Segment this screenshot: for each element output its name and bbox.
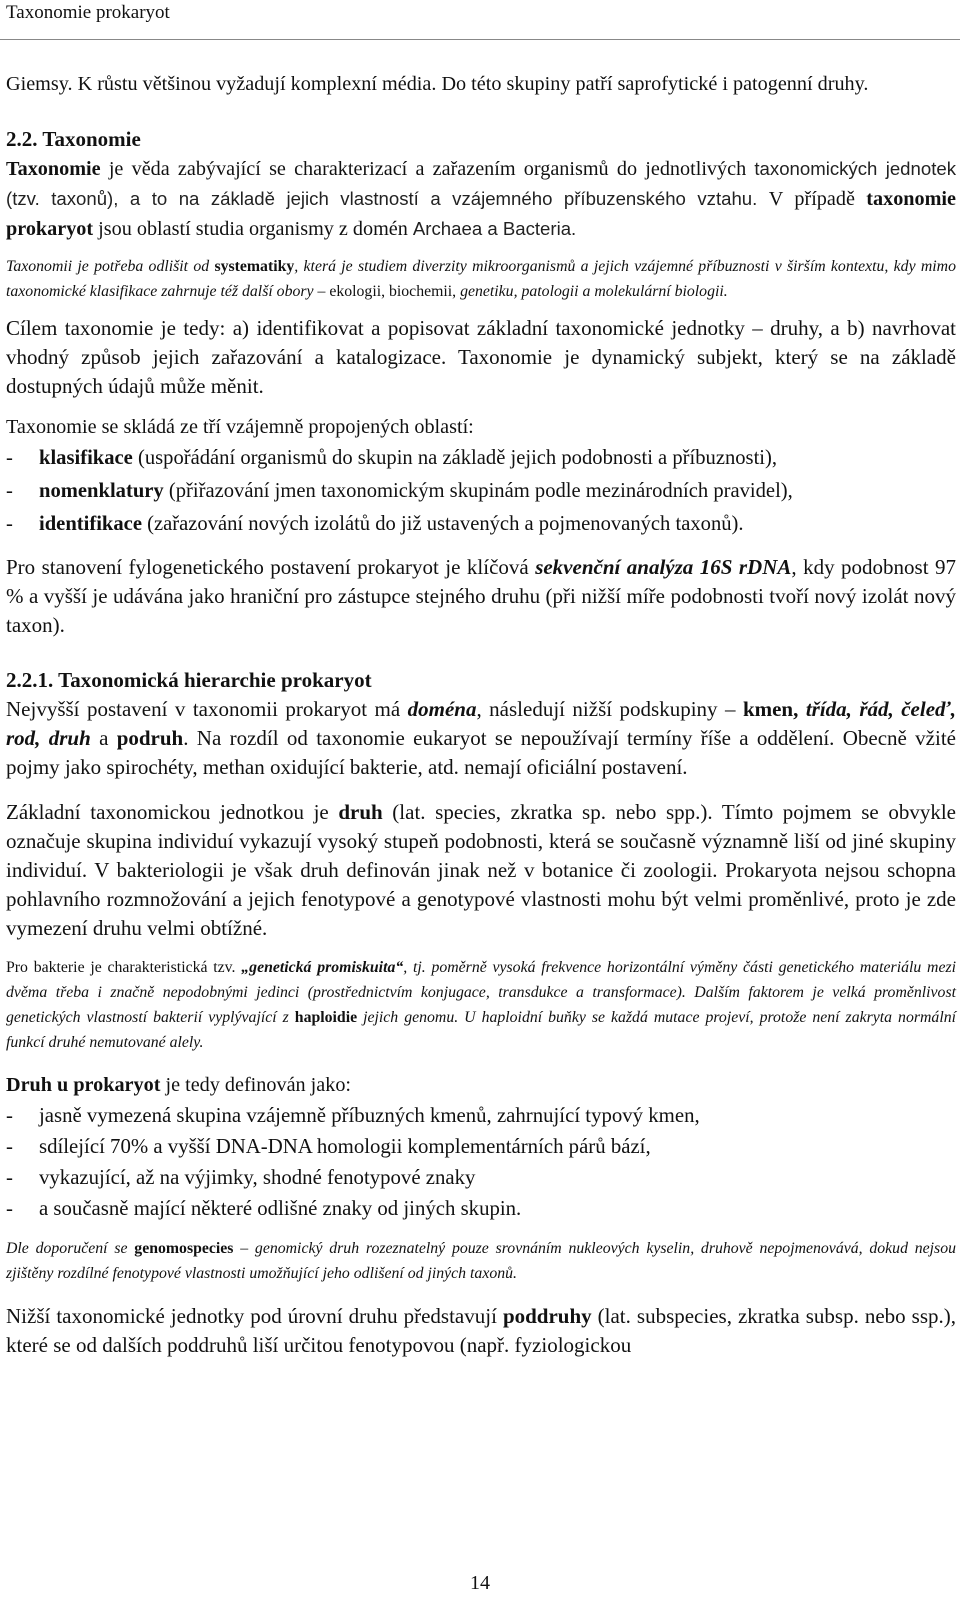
term-taxonomie: Taxonomie (6, 158, 101, 180)
term-16s-rdna: sekvenční analýza 16S rDNA (535, 555, 792, 579)
list-item: - klasifikace (uspořádání organismů do skupin na základě jejich podobnosti a příbuznosti), (6, 447, 778, 469)
species-criteria-list (6, 1100, 956, 1224)
page-number: 14 (470, 1572, 490, 1594)
areas-list (6, 442, 956, 541)
goal-paragraph: Cílem taxonomie je tedy: a) identifikovat a popisovat základní taxonomické jednotky – druhy, a b) navrhovat vhodný způsob jejich zařazování a katalogizace. Taxonomie je dynamický subjekt, který se na základě dostupných údajů může měnit. (6, 316, 956, 398)
list-item: - vykazující, až na výjimky, shodné fenotypové znaky (6, 1166, 476, 1189)
intro-paragraph: Giemsy. K růstu většinou vyžadují komplexní média. Do této skupiny patří saprofytické i patogenní druhy. (6, 73, 869, 95)
taxonomy-definition-paragraph: Taxonomie je věda zabývající se charakterizací a zařazením organismů do jednotlivých taxonomických jednotek (tzv. taxonů), a to na základě jejich vlastností a vzájemného příbuzenského vztahu. V případě taxonomie prokaryot jsou oblastí studia organismy z domén Archaea a Bacteria. (6, 158, 956, 240)
list-item: - sdílející 70% a vyšší DNA-DNA homologii komplementárních párů bází, (6, 1135, 651, 1158)
list-item: - nomenklatury (přiřazování jmen taxonomickým skupinám podle mezinárodních pravidel), (6, 480, 793, 502)
list-item: - jasně vymezená skupina vzájemně příbuzných kmenů, zahrnující typový kmen, (6, 1104, 700, 1127)
phylogeny-paragraph: Pro stanovení fylogenetického postavení prokaryot je klíčová sekvenční analýza 16S rDNA, kdy podobnost 97 % a vyšší je udávána jako hraniční pro zástupce stejného druhu (při nižší míře podobnosti tvoří nový izolát nový taxon). (6, 555, 956, 637)
running-header: Taxonomie prokaryot (6, 2, 170, 23)
species-paragraph: Základní taxonomickou jednotkou je druh (lat. species, zkratka sp. nebo spp.). Tímto pojmem se obvykle označuje skupina individuí vykazují vysoký stupeň podobnosti, která se současně významně liší od jiné skupiny individuí. V bakteriologii je však druh definován jinak než v botanice či zoologii. Prokaryota nejsou schopna pohlavního rozmnožování a jejich fenotypové a genotypové vlastnosti mohu být velmi proměnlivé, proto je zde vymezení druhu velmi obtížné. (6, 800, 956, 940)
hierarchy-paragraph: Nejvyšší postavení v taxonomii prokaryot má doména, následují nižší podskupiny – kmen, třída, řád, čeleď, rod, druh a podruh. Na rozdíl od taxonomie eukaryot se nepoužívají termíny říše a oddělení. Obecně vžité pojmy jako spirochéty, methan oxidující bakterie, atd. nemají oficiální postavení. (6, 697, 956, 779)
list-item: - identifikace (zařazování nových izolátů do již ustavených a pojmenovaných taxonů). (6, 513, 744, 535)
subspecies-paragraph: Nižší taxonomické jednotky pod úrovní druhu představují poddruhy (lat. subspecies, zkratka subsp. nebo ssp.), které se od dalších poddruhů liší určitou fenotypovou (např. fyziologickou (6, 1304, 957, 1357)
areas-intro-paragraph: Taxonomie se skládá ze tří vzájemně propojených oblastí: (6, 416, 474, 438)
term-taxonomie-prokaryot: taxonomie prokaryot (6, 188, 956, 240)
section-heading-2-2: 2.2. Taxonomie (6, 127, 141, 151)
section-heading-2-2-1: 2.2.1. Taxonomická hierarchie prokaryot (6, 668, 372, 692)
list-item: - a současně mající některé odlišné znaky od jiných skupin. (6, 1197, 522, 1220)
systematics-note-paragraph: Taxonomii je potřeba odlišit od systematiky, která je studiem diverzity mikroorganismů a jejich vzájemné příbuznosti v širším kontextu, kdy mimo taxonomické klasifikace zahrnuje též další obory – ekologii, biochemii, genetiku, patologii a molekulární biologii. (6, 258, 956, 300)
promiscuity-paragraph: Pro bakterie je charakteristická tzv. „genetická promiskuita“, tj. poměrně vysoká frekvence horizontální výměny části genetického materiálu mezi dvěma třeba i značně nepodobnými jedinci (prostřednictvím konjugace, transdukce a transformace). Dalším faktorem je velká proměnlivost genetických vlastností bakterií vyplývající z haploidie jejich genomu. U haploidní buňky se každá mutace projeví, protože není zakryta normální funkcí druhé nemutované alely. (6, 959, 956, 1051)
genomospecies-paragraph: Dle doporučení se genomospecies – genomický druh rozeznatelný pouze srovnáním nukleových kyselin, druhově nepojmenovává, dokud nejsou zjištěny rozdílné fenotypové vlastnosti umožňující jeho odlišení od jiných taxonů. (6, 1240, 957, 1282)
page-content (6, 70, 956, 1360)
header-rule (0, 39, 960, 40)
term-systematiky: systematiky (214, 258, 295, 275)
species-definition-intro: Druh u prokaryot je tedy definován jako: (6, 1074, 352, 1096)
